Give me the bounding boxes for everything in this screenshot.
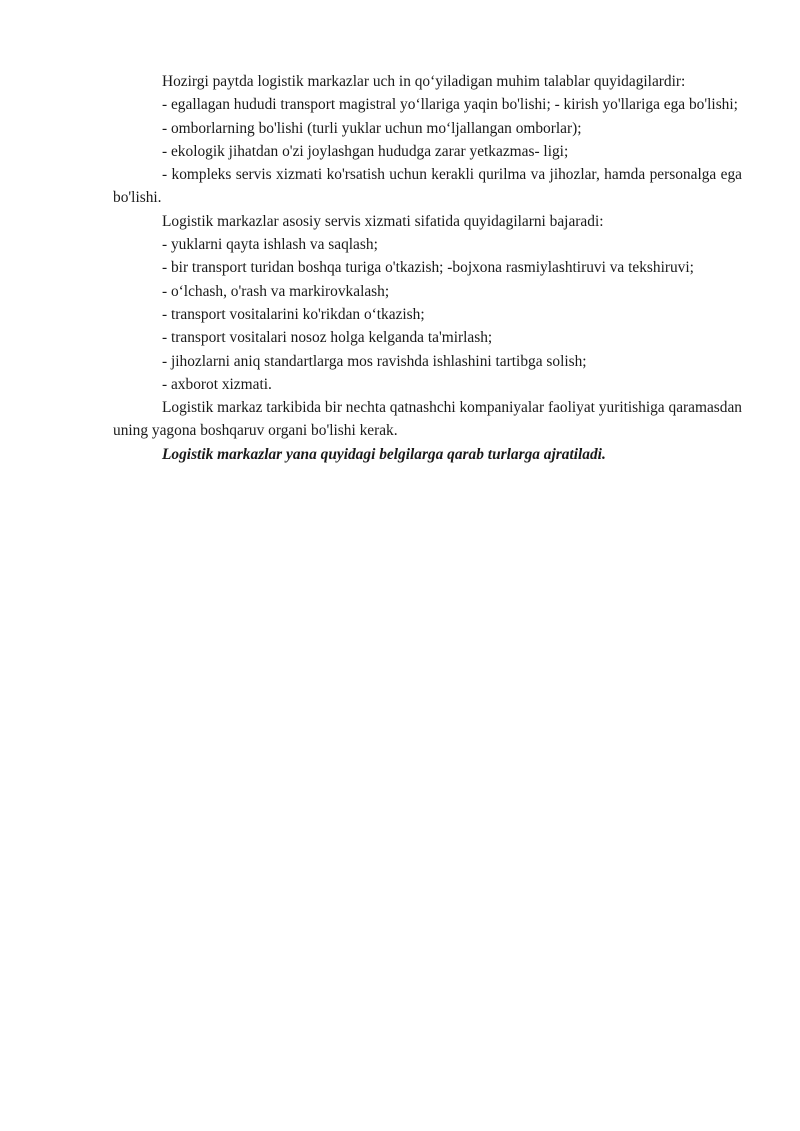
list-item-warehouses: - omborlarning bo'lishi (turli yuklar uchun mo‘ljallangan omborlar);: [162, 119, 582, 137]
list-item-information: - axborot xizmati.: [162, 375, 272, 393]
list-item-equipment: - kompleks servis xizmati ko'rsatish uchun kerakli qurilma va jihozlar, hamda personalga ega bo'lishi.: [113, 166, 742, 207]
list-item-measuring: - o‘lchash, o'rash va markirovkalash;: [162, 282, 390, 300]
list-item-inspection: - transport vositalarini ko'rikdan o‘tkazish;: [162, 305, 425, 323]
paragraph-classification: Logistik markazlar yana quyidagi belgilarga qarab turlarga ajratiladi.: [162, 445, 606, 463]
list-item-processing: - yuklarni qayta ishlash va saqlash;: [162, 236, 378, 254]
list-item-transfer: - bir transport turidan boshqa turiga o'tkazish; -bojxona rasmiylashtiruvi va tekshiruvi;: [162, 259, 694, 277]
paragraph-services: Logistik markazlar asosiy servis xizmati sifatida quyidagilarni bajaradi:: [162, 212, 604, 230]
paragraph-management: Logistik markaz tarkibida bir nechta qatnashchi kompaniyalar faoliyat yuritishiga qaramasdan uning yagona boshqaruv organi bo'lishi kerak.: [113, 399, 742, 440]
list-item-location: - egallagan hududi transport magistral yo‘llariga yaqin bo'lishi; - kirish yo'llariga ega bo'lishi;: [162, 96, 738, 114]
list-item-standards: - jihozlarni aniq standartlarga mos ravishda ishlashini tartibga solish;: [162, 352, 587, 370]
document-body: [113, 70, 742, 466]
paragraph-intro: Hozirgi paytda logistik markazlar uch in qo‘yiladigan muhim talablar quyidagilardir:: [162, 73, 686, 90]
list-item-repair: - transport vositalari nosoz holga kelganda ta'mirlash;: [162, 329, 493, 347]
list-item-ecology: - ekologik jihatdan o'zi joylashgan hududga zarar yetkazmas- ligi;: [162, 142, 569, 160]
